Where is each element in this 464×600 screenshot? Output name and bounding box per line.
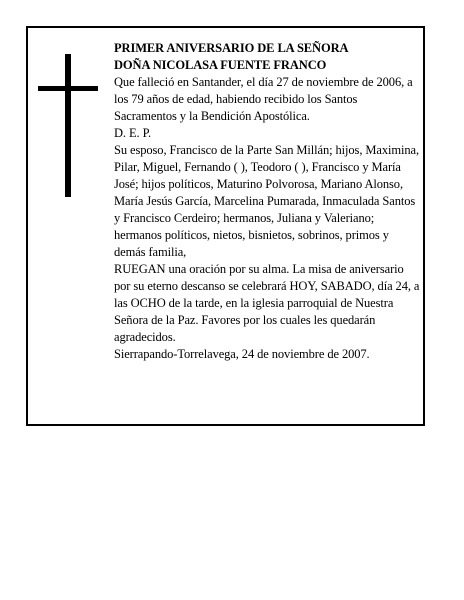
death-info: Que falleció en Santander, el día 27 de noviembre de 2006, a los 79 años de edad, habiendo recibido los Santos Sacramentos y la Bendición Apostólica.	[114, 75, 413, 123]
mass-request: RUEGAN una oración por su alma. La misa de aniversario por su eterno descanso se celebrará HOY, SABADO, día 24, a las OCHO de la tarde, en la iglesia parroquial de Nuestra Señora de la Paz. Favores por los cuales les quedarán agradecidos.	[114, 262, 420, 344]
rip-line: D. E. P.	[114, 126, 152, 140]
place-date: Sierrapando-Torrelavega, 24 de noviembre de 2007.	[114, 347, 370, 361]
cross-icon	[38, 54, 98, 197]
heading-line-2: DOÑA NICOLASA FUENTE FRANCO	[114, 58, 327, 72]
family-list: Su esposo, Francisco de la Parte San Millán; hijos, Maximina, Pilar, Miguel, Fernando ( ), Teodoro ( ), Francisco y María José; hijos políticos, Maturino Polvorosa, Mariano Alonso, María Jesús García, Marcelina Pumarada, Inmaculada Santos y Francisco Cerdeiro; hermanos, Juliana y Valeriano; hermanos políticos, nietos, bisnietos, sobrinos, primos y demás familia,	[114, 143, 419, 259]
obituary-text	[114, 40, 420, 363]
cross-vertical-bar	[65, 54, 71, 197]
cross-horizontal-bar	[38, 86, 98, 91]
heading-line-1: PRIMER ANIVERSARIO DE LA SEÑORA	[114, 41, 349, 55]
